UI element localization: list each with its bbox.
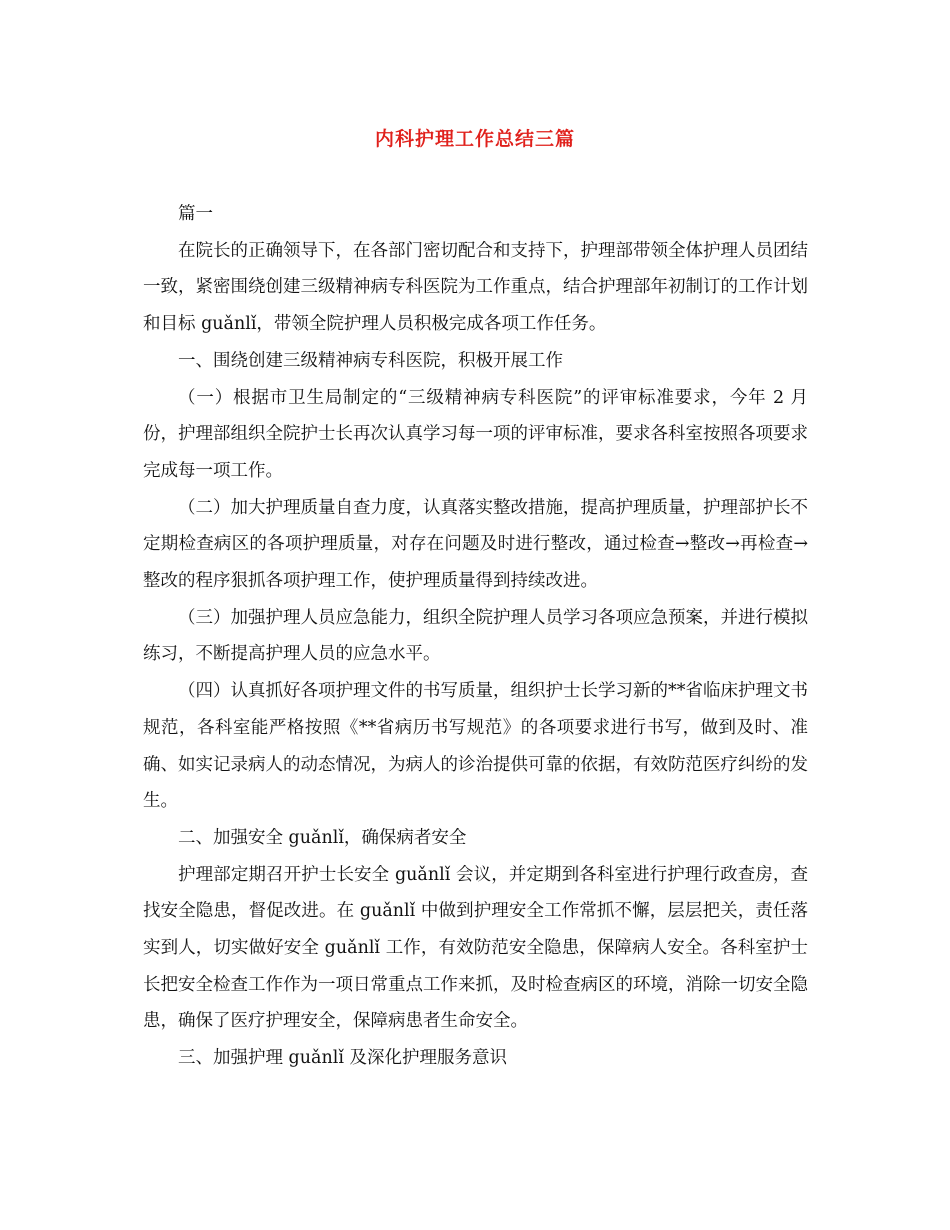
section-heading-part-one: 篇一 (178, 204, 213, 224)
item-four-paragraph: （四）认真抓好各项护理文件的书写质量，组织护士长学习新的**省临床护理文书规范，各科室能严格按照《**省病历书写规范》的各项要求进行书写，做到及时、准确、如实记录病人的动态情况，为病人的诊治提供可靠的依据，有效防范医疗纠纷的发生。 (143, 681, 808, 812)
safety-paragraph: 护理部定期召开护士长安全 guǎnlǐ 会议，并定期到各科室进行护理行政查房，查找安全隐患，督促改进。在 guǎnlǐ 中做到护理安全工作常抓不懈，层层把关，责任落实到人，切实做好安全 guǎnlǐ 工作，有效防范安全隐患，保障病人安全。各科室护士长把安全检查工作作为一项日常重点工作来抓，及时检查病区的环境，消除一切安全隐患，确保了医疗护理安全，保障病患者生命安全。 (143, 864, 808, 1032)
heading-three: 三、加强护理 guǎnlǐ 及深化护理服务意识 (178, 1048, 507, 1069)
item-one-paragraph: （一）根据市卫生局制定的“三级精神病专科医院”的评审标准要求，今年 2 月份，护理部组织全院护士长再次认真学习每一项的评审标准，要求各科室按照各项要求完成每一项工作。 (143, 387, 808, 481)
item-three-paragraph: （三）加强护理人员应急能力，组织全院护理人员学习各项应急预案，并进行模拟练习，不断提高护理人员的应急水平。 (143, 607, 808, 665)
heading-two: 二、加强安全 guǎnlǐ，确保病者安全 (178, 827, 467, 848)
item-two-paragraph: （二）加大护理质量自查力度，认真落实整改措施，提高护理质量，护理部护长不定期检查病区的各项护理质量，对存在问题及时进行整改，通过检查→整改→再检查→整改的程序狠抓各项护理工作，使护理质量得到持续改进。 (143, 497, 808, 592)
intro-paragraph: 在院长的正确领导下，在各部门密切配合和支持下，护理部带领全体护理人员团结一致，紧密围绕创建三级精神病专科医院为工作重点，结合护理部年初制订的工作计划和目标 guǎnlǐ，带领全院护理人员积极完成各项工作任务。 (143, 240, 808, 335)
heading-one: 一、围绕创建三级精神病专科医院，积极开展工作 (178, 350, 563, 371)
document-title: 内科护理工作总结三篇 (374, 128, 575, 150)
document-body (143, 196, 808, 1077)
